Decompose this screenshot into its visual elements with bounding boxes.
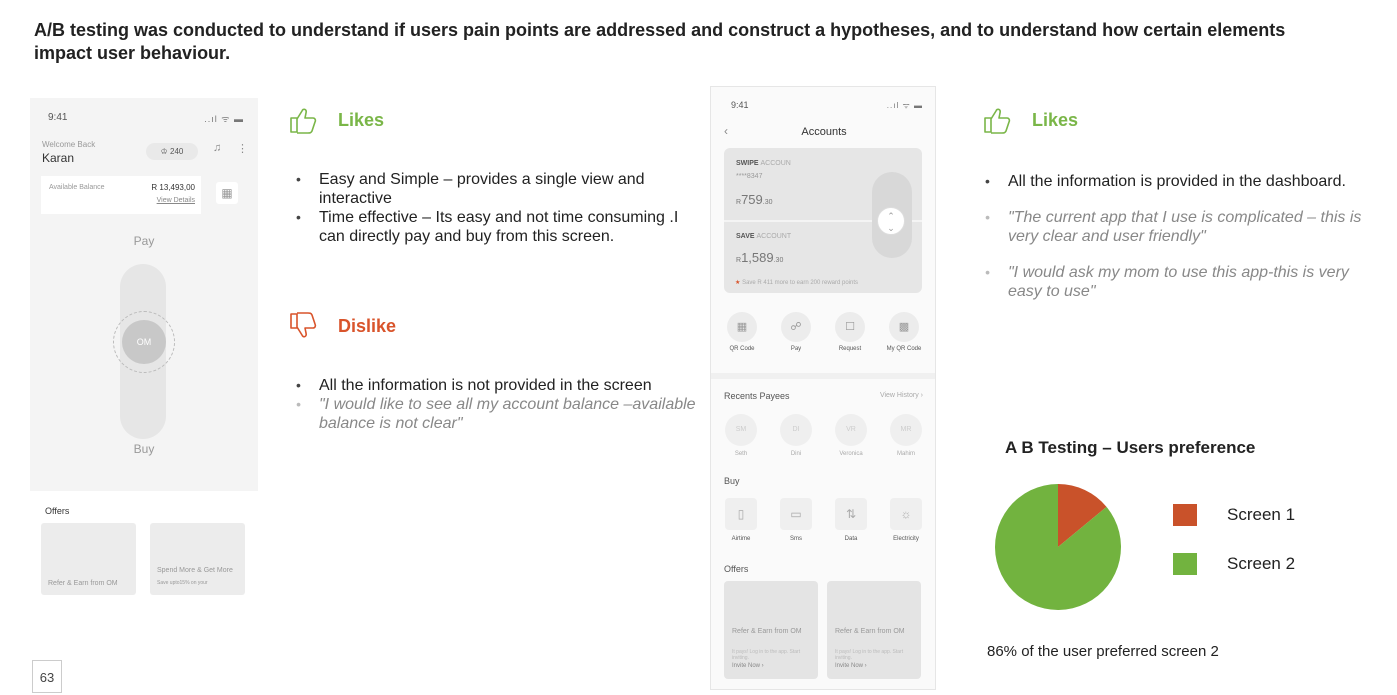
buy-sms[interactable] — [771, 498, 821, 542]
offer-card[interactable] — [150, 523, 245, 595]
action-request[interactable] — [825, 312, 875, 352]
action-label: My QR Code — [886, 346, 922, 352]
offer-card-subtitle: Save upto15% on your — [157, 580, 208, 586]
swipe-amount-value: 759 — [741, 192, 763, 207]
offers-title: Offers — [724, 564, 749, 574]
signal-icon: ..ıl ᯤ ▬ — [204, 114, 244, 124]
screen-2-mockup — [710, 86, 936, 690]
crown-icon: ♔ — [160, 147, 168, 156]
welcome-text: Welcome Back — [42, 140, 96, 149]
preference-pie-chart — [994, 483, 1122, 611]
signal-icon: ..ıl ᯤ ▬ — [886, 101, 923, 110]
buy-label: Airtime — [731, 536, 751, 542]
balance-value: R 13,493,00 — [151, 183, 195, 192]
qr-code-icon[interactable]: ▦ — [216, 182, 238, 204]
payee-avatar: DI — [780, 414, 812, 446]
swipe-account-label[interactable] — [736, 160, 791, 167]
offer-card-title: Refer & Earn from OM — [835, 628, 905, 635]
action-label: Pay — [790, 346, 802, 352]
payee-avatar: MR — [890, 414, 922, 446]
user-quote: • "I would ask my mom to use this app-this is very easy to use" — [982, 263, 1382, 301]
dislike-label: Dislike — [338, 315, 397, 336]
invite-now-text: Invite Now — [732, 663, 761, 669]
lightbulb-icon: ☼ — [890, 498, 922, 530]
buy-label: Data — [844, 536, 858, 542]
payee-name: Mahim — [896, 451, 915, 457]
offers-section — [30, 491, 258, 598]
likes-label: Likes — [338, 109, 385, 130]
buy-airtime[interactable] — [716, 498, 766, 542]
buy-data[interactable] — [826, 498, 876, 542]
save-account-suffix: ACCOUNT — [756, 233, 792, 240]
buy-label: Electricity — [893, 536, 919, 542]
swipe-amount-cents: .30 — [762, 199, 773, 206]
swipe-account-number: ****8347 — [736, 173, 763, 180]
section-divider — [711, 373, 936, 379]
legend-swatch — [1173, 553, 1197, 575]
offer-card-subtitle: It pays! Log in to the app. Start inviting. — [732, 649, 801, 661]
payee-avatar: VR — [835, 414, 867, 446]
points-value: 240 — [170, 147, 184, 156]
recents-payees-title: Recents Payees — [724, 391, 790, 401]
invite-now-text: Invite Now — [835, 663, 864, 669]
balance-label: Available Balance — [49, 184, 105, 191]
screen-1-mockup — [30, 98, 258, 598]
legend-screen-1 — [1173, 504, 1295, 526]
phone-icon: ▯ — [725, 498, 757, 530]
offer-card[interactable] — [724, 581, 818, 679]
page-number: 63 — [32, 660, 62, 693]
offer-card[interactable] — [41, 523, 136, 595]
offer-card-title: Refer & Earn from OM — [48, 580, 118, 587]
points-badge[interactable] — [146, 143, 198, 160]
legend-swatch — [1173, 504, 1197, 526]
likes-header — [288, 105, 384, 135]
likes-item: • Easy and Simple – provides a single view and interactive — [293, 170, 688, 208]
save-account-label[interactable] — [736, 233, 791, 240]
page-heading: A/B testing was conducted to understand if users pain points are addressed and construct a hypotheses, and to understand how certain elements impact user behaviour. — [34, 20, 1286, 63]
view-history-link[interactable]: View History › — [879, 392, 923, 399]
thumbs-down-icon — [288, 311, 318, 341]
buy-label: Buy — [133, 442, 155, 456]
dislike-list — [293, 376, 703, 433]
payee-item[interactable] — [881, 414, 931, 457]
more-icon[interactable]: ⋮ — [237, 143, 248, 155]
view-history-text: View History — [879, 392, 919, 399]
likes-list — [982, 172, 1382, 301]
offer-card-subtitle: It pays! Log in to the app. Start inviting. — [835, 649, 904, 661]
save-amount-cents: .30 — [773, 257, 784, 264]
status-time: 9:41 — [731, 100, 749, 110]
likes-item: • All the information is provided in the dashboard. — [982, 172, 1382, 191]
dislike-header — [288, 311, 396, 341]
swipe-account-amount: R759.30 — [736, 192, 773, 207]
save-amount-value: 1,589 — [741, 250, 774, 265]
save-note-text: Save R 411 more to earn 200 reward points — [742, 280, 859, 286]
payee-name: Seth — [734, 451, 748, 457]
swipe-account-name: SWIPE — [736, 160, 759, 167]
qr-code-icon: ▦ — [727, 312, 757, 342]
view-details-link[interactable]: View Details — [156, 197, 195, 204]
offer-card-title: Refer & Earn from OM — [732, 628, 802, 635]
pay-icon: ☍ — [781, 312, 811, 342]
bell-icon[interactable]: ♫ — [213, 142, 222, 154]
offers-title: Offers — [45, 506, 70, 516]
payee-item[interactable] — [826, 414, 876, 457]
invite-now-link[interactable]: Invite Now › — [835, 663, 867, 669]
legend-label: Screen 1 — [1227, 505, 1296, 524]
dislike-item: • All the information is not provided in the screen — [293, 376, 703, 395]
legend-label: Screen 2 — [1227, 554, 1296, 573]
payee-item[interactable] — [716, 414, 766, 457]
invite-now-link[interactable]: Invite Now › — [732, 663, 764, 669]
swap-chevron-icon[interactable]: ⌃ ⌄ — [877, 207, 905, 235]
payee-name: Veronica — [839, 451, 863, 457]
thumbs-up-icon — [288, 105, 318, 135]
user-name: Karan — [42, 151, 75, 165]
save-note — [735, 279, 858, 286]
chart-title: A B Testing – Users preference — [1005, 438, 1256, 457]
likes-list — [293, 170, 688, 246]
star-icon: ★ — [735, 280, 741, 286]
conclusion-text: 86% of the user preferred screen 2 — [987, 643, 1219, 660]
balance-card — [41, 176, 201, 214]
thumbs-up-icon — [982, 105, 1012, 135]
payee-name: Dini — [790, 451, 802, 457]
buy-label: Sms — [790, 536, 802, 542]
offer-card-title: Spend More & Get More — [157, 567, 233, 574]
user-quote: • "The current app that I use is complicated – this is very clear and user friendly" — [982, 208, 1382, 246]
swipe-account-suffix: ACCOUN — [760, 160, 791, 167]
buy-electricity[interactable] — [881, 498, 931, 542]
request-icon: ☐ — [835, 312, 865, 342]
om-swipe-button[interactable]: OM — [122, 320, 166, 364]
message-icon: ▭ — [780, 498, 812, 530]
buy-title: Buy — [724, 476, 740, 486]
dislike-quote: • "I would like to see all my account balance –available balance is not clear" — [293, 395, 703, 433]
action-pay[interactable] — [771, 312, 821, 352]
pay-label: Pay — [133, 234, 155, 248]
data-transfer-icon: ⇅ — [835, 498, 867, 530]
offer-card[interactable] — [827, 581, 921, 679]
action-my-qr-code[interactable] — [879, 312, 929, 352]
legend-screen-2 — [1173, 553, 1295, 575]
action-qr-code[interactable] — [717, 312, 767, 352]
likes-item: • Time effective – Its easy and not time consuming .I can directly pay and buy from this screen. — [293, 208, 688, 246]
save-account-name: SAVE — [736, 233, 755, 240]
payee-avatar: SM — [725, 414, 757, 446]
payee-item[interactable] — [771, 414, 821, 457]
likes-header — [982, 105, 1078, 135]
action-label: QR Code — [729, 346, 755, 352]
likes-label: Likes — [1032, 109, 1079, 130]
action-label: Request — [838, 346, 862, 352]
back-chevron-icon[interactable]: ‹ — [724, 124, 728, 138]
save-account-amount: R1,589.30 — [736, 250, 784, 265]
accounts-title: Accounts — [801, 126, 847, 138]
my-qr-code-icon: ▩ — [889, 312, 919, 342]
status-time: 9:41 — [48, 112, 68, 123]
